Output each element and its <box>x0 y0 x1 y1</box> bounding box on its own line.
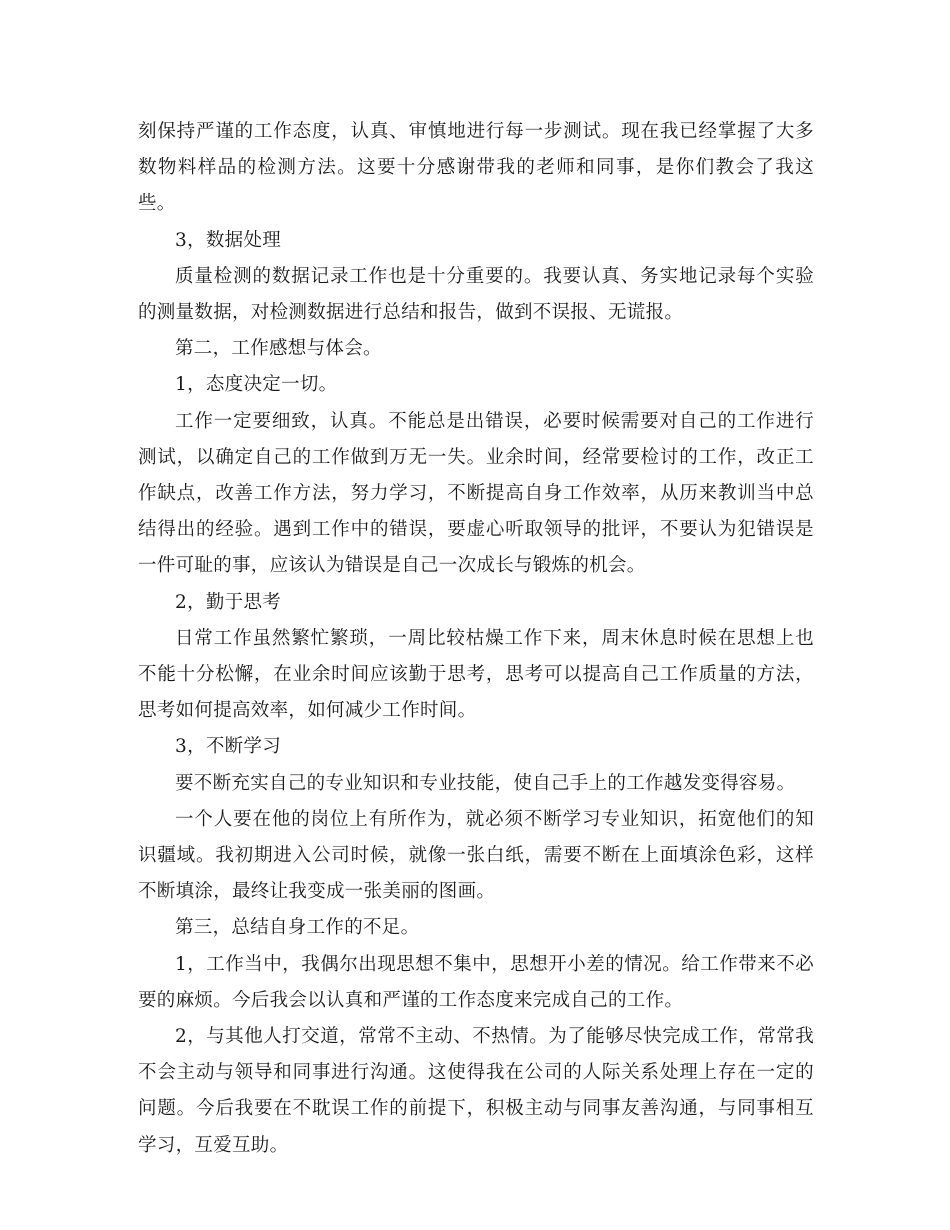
section-heading-2: 第二，工作感想与体会。 <box>175 338 382 360</box>
paragraph-shortcoming-2: 2，与其他人打交道，常常不主动、不热情。为了能够尽快完成工作，常常我不会主动与领导和同事进行沟通。这使得我在公司的人际关系处理上存在一定的问题。今后我要在不耽误工作的前提下，积极主动与同事友善沟通，与同事相互学习，互爱互助。 <box>138 1026 814 1156</box>
paragraph-1: 刻保持严谨的工作态度，认真、审慎地进行每一步测试。现在我已经掌握了大多数物料样品的检测方法。这要十分感谢带我的老师和同事，是你们教会了我这些。 <box>138 121 814 215</box>
paragraph-attitude: 工作一定要细致，认真。不能总是出错误，必要时候需要对自己的工作进行测试，以确定自己的工作做到万无一失。业余时间，经常要检讨的工作，改正工作缺点，改善工作方法，努力学习，不断提高自身工作效率，从历来教训当中总结得出的经验。遇到工作中的错误，要虚心听取领导的批评，不要认为犯错误是一件可耻的事，应该认为错误是自己一次成长与锻炼的机会。 <box>138 410 814 577</box>
document-body <box>138 114 814 1164</box>
heading-attitude: 1，态度决定一切。 <box>175 374 338 396</box>
heading-thinking: 2，勤于思考 <box>175 591 282 613</box>
paragraph-learning-2: 一个人要在他的岗位上有所作为，就必须不断学习专业知识，拓宽他们的知识疆域。我初期进入公司时候，就像一张白纸，需要不断在上面填涂色彩，这样不断填涂，最终让我变成一张美丽的图画。 <box>138 808 814 903</box>
heading-data-processing: 3，数据处理 <box>175 229 282 251</box>
paragraph-learning-1: 要不断充实自己的专业知识和专业技能，使自己手上的工作越发变得容易。 <box>175 772 796 794</box>
paragraph-shortcoming-1: 1，工作当中，我偶尔出现思想不集中，思想开小差的情况。给工作带来不必要的麻烦。今后我会以认真和严谨的工作态度来完成自己的工作。 <box>138 953 814 1011</box>
paragraph-thinking: 日常工作虽然繁忙繁琐，一周比较枯燥工作下来，周末休息时候在思想上也不能十分松懈，在业余时间应该勤于思考，思考可以提高自己工作质量的方法，思考如何提高效率，如何减少工作时间。 <box>138 627 814 722</box>
heading-learning: 3，不断学习 <box>175 736 282 758</box>
section-heading-3: 第三，总结自身工作的不足。 <box>175 917 420 939</box>
paragraph-data-recording: 质量检测的数据记录工作也是十分重要的。我要认真、务实地记录每个实验的测量数据，对检测数据进行总结和报告，做到不误报、无谎报。 <box>138 265 814 324</box>
